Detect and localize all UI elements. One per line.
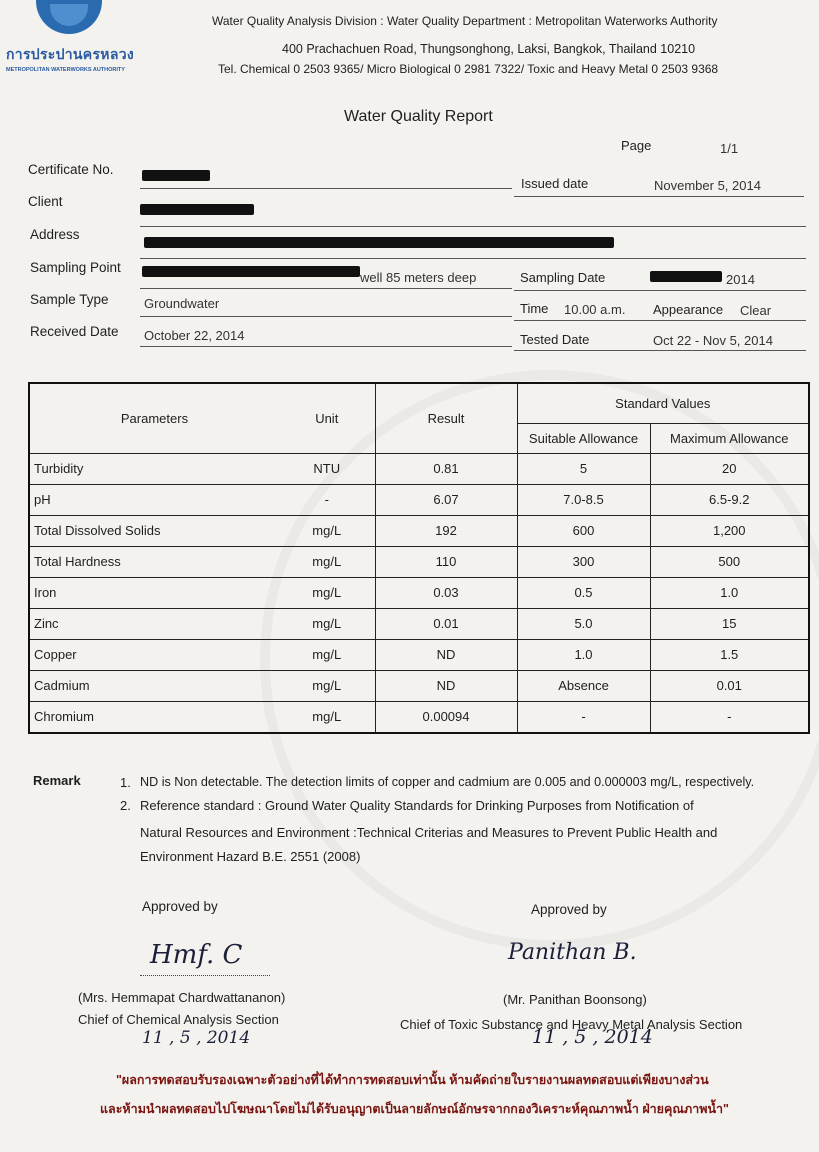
appearance-label: Appearance [653, 302, 724, 317]
parameter-cell: Iron [29, 577, 279, 608]
parameter-cell: Cadmium [29, 670, 279, 701]
maximum-cell: 1.0 [650, 577, 809, 608]
tested-date-label: Tested Date [520, 332, 590, 347]
sample-type-line [140, 316, 512, 317]
right-approver-name: (Mr. Panithan Boonsong) [503, 992, 647, 1007]
header-division: Water Quality Analysis Division : Water Quality Department : Metropolitan Waterworks Authority [212, 14, 718, 28]
maximum-cell: 500 [650, 546, 809, 577]
result-cell: 192 [375, 515, 517, 546]
sampling-date-line [514, 290, 806, 291]
maximum-cell: - [650, 701, 809, 733]
table-row [29, 546, 809, 577]
remark-item2-line2: Natural Resources and Environment :Technical Criterias and Measures to Prevent Public Health and [140, 825, 718, 840]
suitable-allowance-header: Suitable Allowance [517, 423, 650, 453]
client-redaction [140, 204, 254, 215]
left-approver-name: (Mrs. Hemmapat Chardwattananon) [78, 990, 286, 1005]
logo-english-text: METROPOLITAN WATERWORKS AUTHORITY [6, 67, 125, 73]
certificate-redaction [142, 170, 210, 181]
tested-date-line [514, 350, 806, 351]
results-table [28, 382, 810, 734]
maximum-cell: 15 [650, 608, 809, 639]
right-approval-date: 11 , 5 , 2014 [532, 1026, 653, 1048]
suitable-cell: 1.0 [517, 639, 650, 670]
remark-item2-number: 2. [120, 798, 131, 813]
tested-date-value: Oct 22 - Nov 5, 2014 [653, 333, 773, 348]
suitable-cell: 0.5 [517, 577, 650, 608]
result-cell: 0.81 [375, 453, 517, 484]
received-date-label: Received Date [30, 324, 119, 339]
right-signature: Panithan B. [508, 940, 637, 965]
right-approved-label: Approved by [531, 902, 607, 917]
left-approved-label: Approved by [142, 899, 218, 914]
suitable-cell: 5.0 [517, 608, 650, 639]
table-row [29, 515, 809, 546]
result-cell: 110 [375, 546, 517, 577]
address-redaction [144, 237, 614, 248]
parameter-cell: Turbidity [29, 453, 279, 484]
sampling-point-value: well 85 meters deep [360, 270, 477, 285]
sample-type-value: Groundwater [144, 296, 220, 311]
header-telephones: Tel. Chemical 0 2503 9365/ Micro Biological 0 2981 7322/ Toxic and Heavy Metal 0 2503 9368 [218, 62, 719, 76]
left-approver-position: Chief of Chemical Analysis Section [78, 1012, 279, 1027]
logo-thai-text: การประปานครหลวง [6, 46, 134, 62]
unit-cell: mg/L [279, 701, 375, 733]
footer-notice-line1: "ผลการทดสอบรับรองเฉพาะตัวอย่างที่ได้ทำการทดสอบเท่านั้น ห้ามคัดถ่ายใบรายงานผลทดสอบแต่เพียงบางส่วน [116, 1073, 709, 1087]
unit-cell: mg/L [279, 608, 375, 639]
table-row [29, 639, 809, 670]
maximum-cell: 6.5-9.2 [650, 484, 809, 515]
result-cell: 6.07 [375, 484, 517, 515]
parameter-cell: Total Dissolved Solids [29, 515, 279, 546]
suitable-cell: - [517, 701, 650, 733]
parameter-cell: Zinc [29, 608, 279, 639]
received-date-value: October 22, 2014 [144, 328, 245, 343]
mwa-emblem-icon [36, 0, 102, 34]
maximum-cell: 1.5 [650, 639, 809, 670]
table-row [29, 577, 809, 608]
suitable-cell: Absence [517, 670, 650, 701]
maximum-allowance-header: Maximum Allowance [650, 423, 809, 453]
left-signature: Hmf. C [150, 940, 243, 970]
client-line [140, 226, 806, 227]
sampling-date-value: 2014 [726, 272, 755, 287]
certificate-line [140, 188, 512, 189]
remark-item1-number: 1. [120, 775, 131, 790]
suitable-cell: 600 [517, 515, 650, 546]
remark-item2-line1: Reference standard : Ground Water Quality Standards for Drinking Purposes from Notification of [140, 798, 694, 813]
sampling-date-label: Sampling Date [520, 270, 606, 285]
certificate-label: Certificate No. [28, 162, 114, 177]
page-label: Page [621, 138, 652, 153]
result-cell: ND [375, 670, 517, 701]
page-number: 1/1 [720, 141, 739, 156]
remark-item1: ND is Non detectable. The detection limits of copper and cadmium are 0.005 and 0.000003 mg/L, respectively. [140, 775, 755, 789]
unit-cell: mg/L [279, 546, 375, 577]
unit-cell: mg/L [279, 515, 375, 546]
table-row [29, 670, 809, 701]
client-label: Client [28, 194, 63, 209]
parameter-cell: pH [29, 484, 279, 515]
address-label: Address [30, 227, 80, 242]
sampling-point-line [140, 288, 512, 289]
unit-cell: - [279, 484, 375, 515]
result-cell: 0.01 [375, 608, 517, 639]
parameter-cell: Chromium [29, 701, 279, 733]
received-date-line [140, 346, 512, 347]
remark-item2-line3: Environment Hazard B.E. 2551 (2008) [140, 849, 361, 864]
result-header: Result [375, 383, 517, 453]
issued-date-label: Issued date [521, 176, 589, 191]
maximum-cell: 0.01 [650, 670, 809, 701]
result-cell: ND [375, 639, 517, 670]
suitable-cell: 300 [517, 546, 650, 577]
header-address: 400 Prachachuen Road, Thungsonghong, Laksi, Bangkok, Thailand 10210 [282, 42, 696, 56]
unit-header: Unit [279, 383, 375, 453]
table-row [29, 608, 809, 639]
left-approval-date: 11 , 5 , 2014 [142, 1028, 251, 1048]
issued-date-line [514, 196, 804, 197]
parameter-cell: Total Hardness [29, 546, 279, 577]
sampling-point-redaction [142, 266, 360, 277]
sampling-point-label: Sampling Point [30, 260, 121, 275]
left-signature-line [140, 975, 270, 976]
parameter-cell: Copper [29, 639, 279, 670]
result-cell: 0.03 [375, 577, 517, 608]
time-value: 10.00 a.m. [564, 302, 626, 317]
unit-cell: mg/L [279, 577, 375, 608]
time-label: Time [520, 301, 549, 316]
result-cell: 0.00094 [375, 701, 517, 733]
table-row [29, 484, 809, 515]
maximum-cell: 20 [650, 453, 809, 484]
issued-date-value: November 5, 2014 [654, 178, 761, 193]
footer-notice-line2: และห้ามนำผลทดสอบไปโฆษณาโดยไม่ได้รับอนุญาตเป็นลายลักษณ์อักษรจากกองวิเคราะห์คุณภาพน้ำ ฝ่ายคุณภาพน้ำ" [100, 1102, 729, 1116]
parameters-header: Parameters [29, 383, 279, 453]
report-title: Water Quality Report [344, 108, 493, 125]
standard-values-header: Standard Values [517, 383, 809, 423]
unit-cell: mg/L [279, 639, 375, 670]
time-appearance-line [514, 320, 806, 321]
address-line [140, 258, 806, 259]
unit-cell: NTU [279, 453, 375, 484]
suitable-cell: 7.0-8.5 [517, 484, 650, 515]
maximum-cell: 1,200 [650, 515, 809, 546]
table-row [29, 453, 809, 484]
appearance-value: Clear [740, 303, 772, 318]
table-row [29, 701, 809, 733]
unit-cell: mg/L [279, 670, 375, 701]
sample-type-label: Sample Type [30, 292, 109, 307]
right-approver-position: Chief of Toxic Substance and Heavy Metal Analysis Section [400, 1017, 743, 1032]
suitable-cell: 5 [517, 453, 650, 484]
remark-label: Remark [33, 773, 81, 788]
sampling-date-redaction [650, 271, 722, 282]
